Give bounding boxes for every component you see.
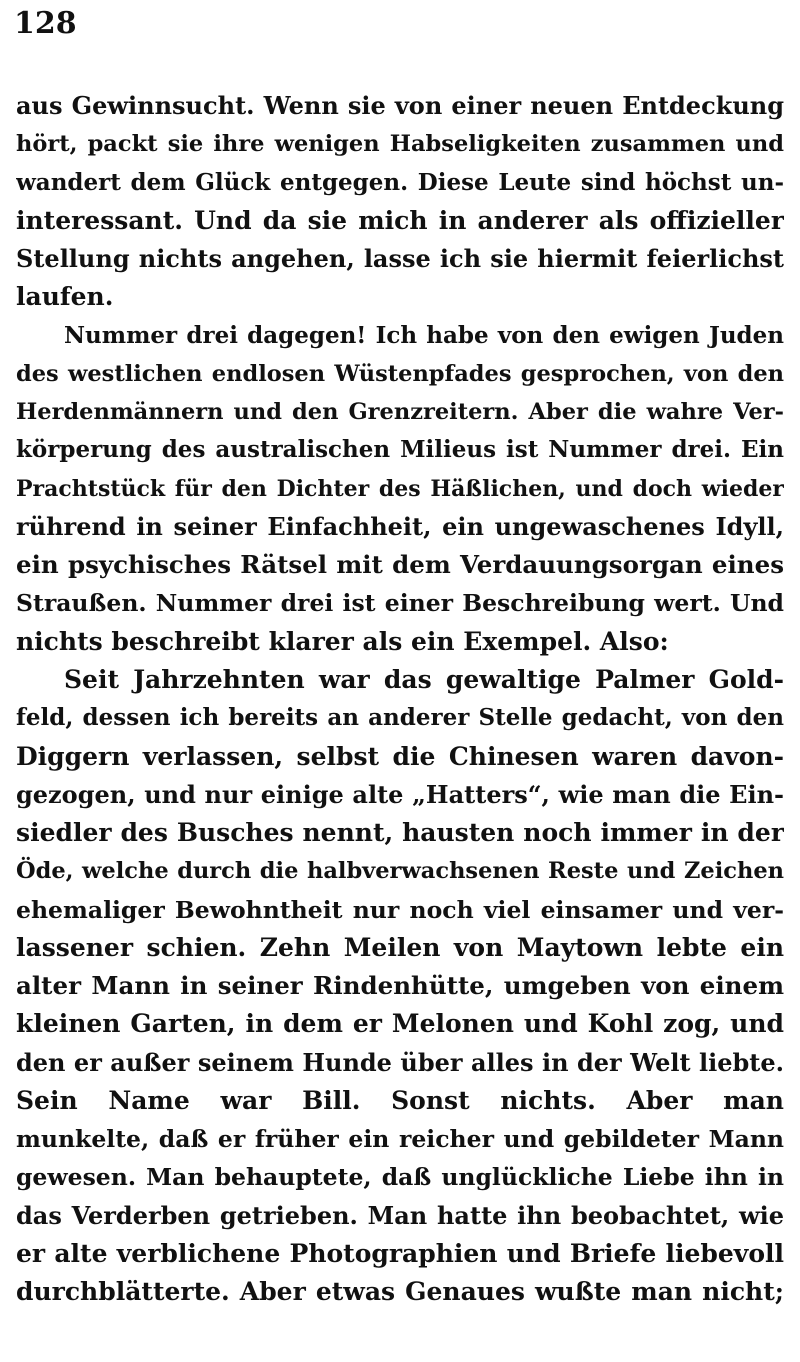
- text-line: laufen.: [16, 282, 114, 312]
- text-line: das Verderben getrieben. Man hatte ihn beobachtet, wie: [16, 1200, 784, 1230]
- page-number: 128: [14, 6, 77, 41]
- text-line: gewesen. Man behauptete, daß unglückliche Liebe ihn in: [16, 1163, 784, 1192]
- text-line: interessant. Und da sie mich in anderer als offizieller: [16, 205, 784, 235]
- text-line: alter Mann in seiner Rindenhütte, umgeben von einem: [16, 971, 784, 1001]
- text-line: munkelte, daß er früher ein reicher und gebildeter Mann: [16, 1125, 784, 1154]
- text-line: Stellung nichts angehen, lasse ich sie hiermit feierlichst: [16, 244, 784, 274]
- text-line: er alte verblichene Photographien und Briefe liebevoll: [16, 1238, 784, 1268]
- text-line: den er außer seinem Hunde über alles in der Welt liebte.: [16, 1047, 784, 1077]
- text-line: aus Gewinnsucht. Wenn sie von einer neuen Entdeckung: [16, 91, 784, 120]
- text-line: hört, packt sie ihre wenigen Habseligkeiten zusammen und: [16, 131, 784, 158]
- text-line: Öde, welche durch die halbverwachsenen Reste und Zeichen: [16, 858, 784, 885]
- text-line: Prachtstück für den Dichter des Häßlichen, und doch wieder: [16, 475, 784, 502]
- text-line: körperung des australischen Milieus ist Nummer drei. Ein: [16, 436, 784, 464]
- text-line: siedler des Busches nennt, hausten noch immer in der: [16, 818, 784, 848]
- text-line: durchblätterte. Aber etwas Genaues wußte man nicht;: [16, 1277, 784, 1307]
- text-line: Sein Name war Bill. Sonst nichts. Aber man: [16, 1085, 784, 1115]
- text-line: ein psychisches Rätsel mit dem Verdauungsorgan eines: [16, 550, 784, 580]
- text-line: gezogen, und nur einige alte „Hatters“, wie man die Ein-: [16, 779, 784, 809]
- text-line: feld, dessen ich bereits an anderer Stelle gedacht, von den: [16, 704, 784, 732]
- text-line: rührend in seiner Einfachheit, ein ungewaschenes Idyll,: [16, 511, 784, 541]
- text-line: Seit Jahrzehnten war das gewaltige Palmer Gold-: [64, 664, 784, 694]
- text-line: nichts beschreibt klarer als ein Exempel. Also:: [16, 626, 669, 656]
- body-text: [16, 87, 784, 1312]
- text-line: kleinen Garten, in dem er Melonen und Kohl zog, und: [16, 1009, 784, 1039]
- text-line: Diggern verlassen, selbst die Chinesen waren davon-: [16, 741, 784, 771]
- text-line: wandert dem Glück entgegen. Diese Leute sind höchst un-: [16, 168, 784, 196]
- text-line: lassener schien. Zehn Meilen von Maytown lebte ein: [16, 932, 784, 962]
- text-line: des westlichen endlosen Wüstenpfades gesprochen, von den: [16, 360, 784, 387]
- text-line: Straußen. Nummer drei ist einer Beschreibung wert. Und: [16, 589, 784, 618]
- text-line: Herdenmännern und den Grenzreitern. Aber die wahre Ver-: [16, 399, 784, 426]
- text-line: Nummer drei dagegen! Ich habe von den ewigen Juden: [64, 321, 784, 349]
- text-line: ehemaliger Bewohntheit nur noch viel einsamer und ver-: [16, 895, 784, 924]
